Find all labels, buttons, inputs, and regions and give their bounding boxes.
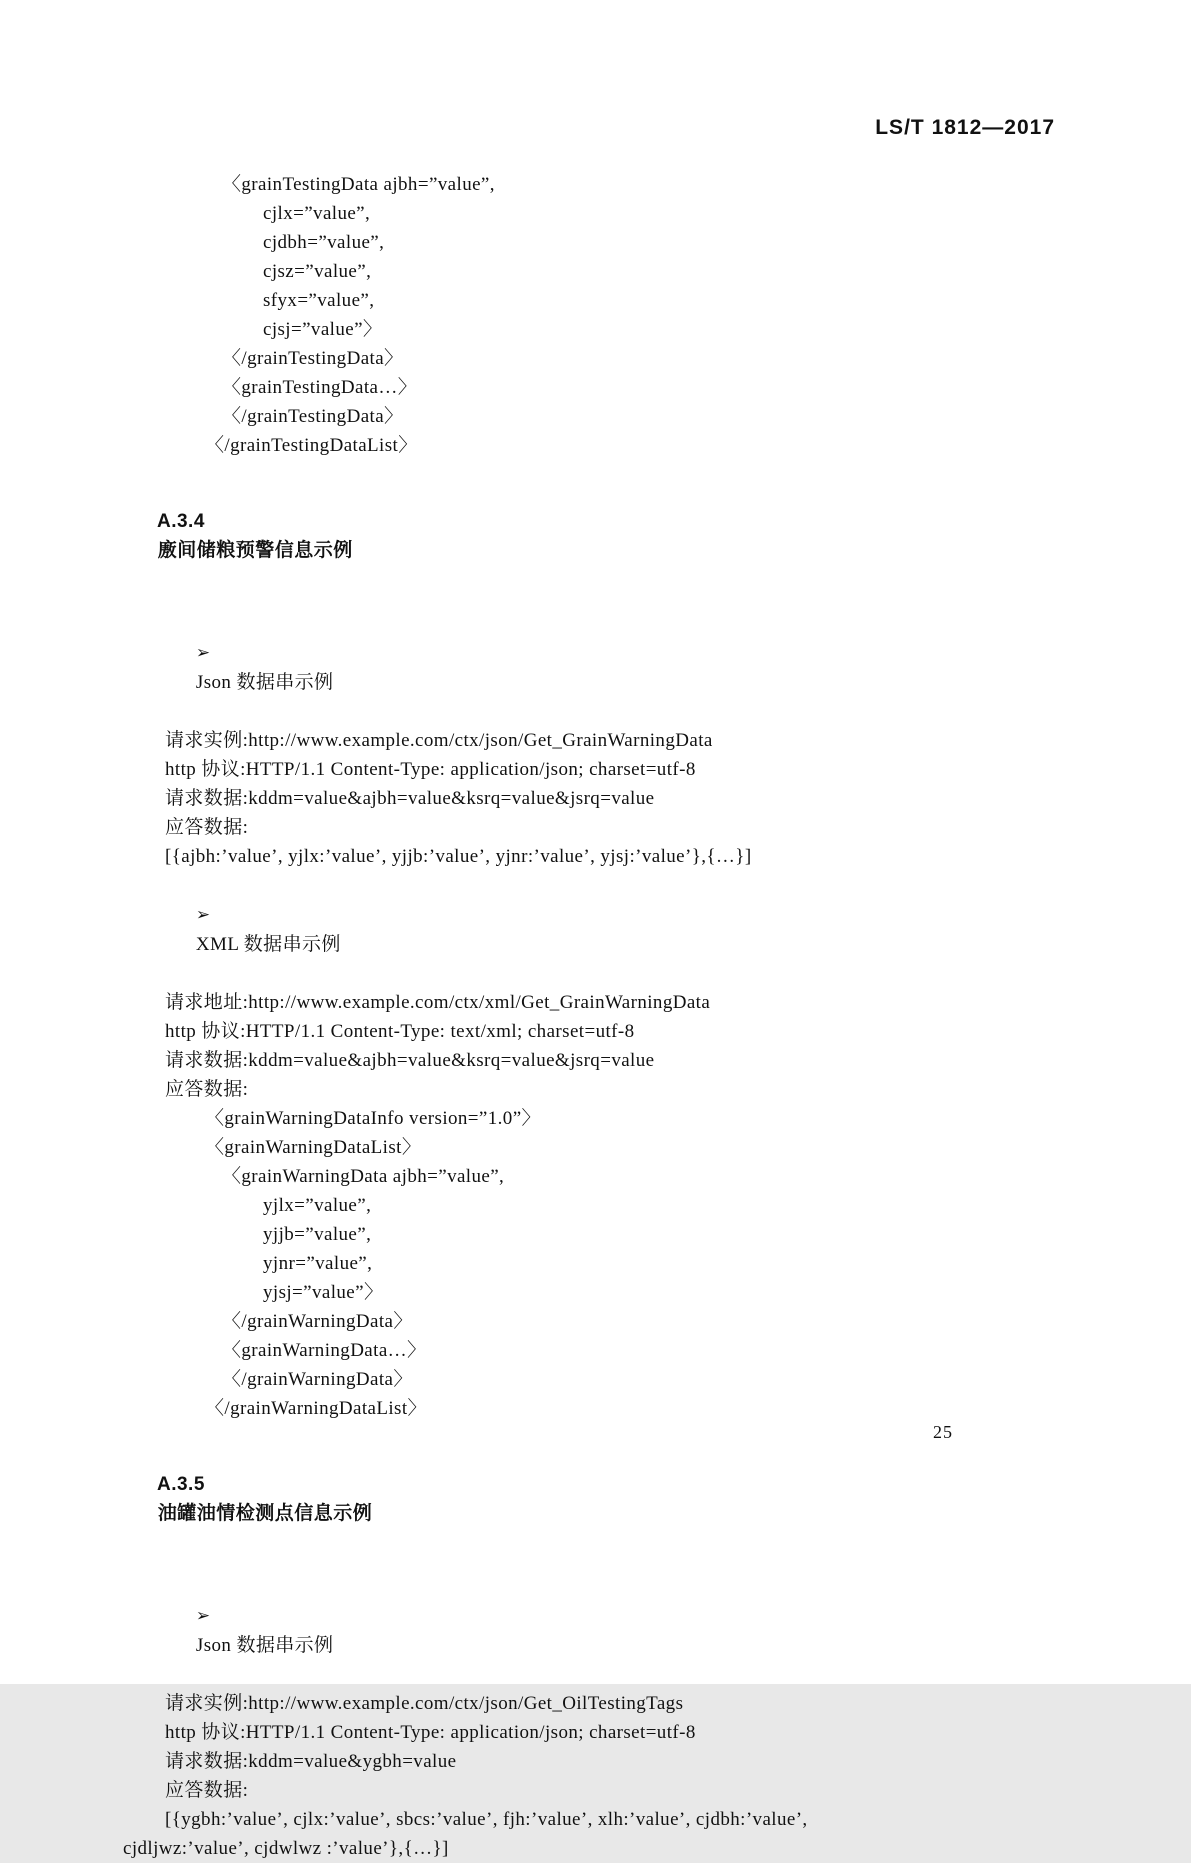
code-line: yjsj=”value”〉 [263,1282,384,1303]
text-line: 请求数据:kddm=value&ajbh=value&ksrq=value&jsrq=value [165,1050,655,1071]
code-line: 〈grainWarningDataInfo version=”1.0”〉 [205,1108,541,1129]
text-line: [{ajbh:’value’, yjlx:’value’, yjjb:’value’, yjnr:’value’, yjsj:’value’},{…}] [165,846,752,867]
arrow-bullet-icon: ➢ [195,643,211,663]
code-line: 〈grainWarningData ajbh=”value”, [222,1166,505,1187]
code-line: 〈/grainWarningDataList〉 [205,1398,427,1419]
text-line: 请求数据:kddm=value&ygbh=value [165,1751,457,1772]
text-line: 应答数据: [165,1079,249,1100]
code-line: cjsz=”value”, [263,261,372,282]
text-line: 请求数据:kddm=value&ajbh=value&ksrq=value&jsrq=value [165,788,655,809]
text-line: http 协议:HTTP/1.1 Content-Type: application/json; charset=utf-8 [165,1722,696,1743]
code-line: 〈/grainTestingData〉 [222,406,404,427]
bullet-item [165,609,1191,726]
code-line: 〈/grainWarningData〉 [222,1311,413,1332]
code-line: 〈grainWarningDataList〉 [205,1137,422,1158]
section-title: 油罐油情检测点信息示例 [157,1503,373,1524]
arrow-bullet-icon: ➢ [195,1606,211,1626]
code-line: 〈/grainTestingData〉 [222,348,404,369]
bullet-label: Json 数据串示例 [195,1635,334,1656]
section-title: 廒间储粮预警信息示例 [157,540,353,561]
bullet-label: Json 数据串示例 [195,672,334,693]
text-line: [{ygbh:’value’, cjlx:’value’, sbcs:’value’, fjh:’value’, xlh:’value’, cjdbh:’value’, [165,1809,808,1830]
text-line: 应答数据: [165,1780,249,1801]
text-line: http 协议:HTTP/1.1 Content-Type: text/xml; charset=utf-8 [165,1021,635,1042]
bullet-item [165,1572,1191,1689]
code-line: yjnr=”value”, [263,1253,373,1274]
text-line: http 协议:HTTP/1.1 Content-Type: application/json; charset=utf-8 [165,759,696,780]
text-line: cjdljwz:’value’, cjdwlwz :’value’},{…}] [123,1838,449,1859]
code-line: 〈/grainTestingDataList〉 [205,435,418,456]
standard-number-header: LS/T 1812—2017 [875,116,1055,139]
section-number: A.3.4 [156,511,205,532]
bullet-item [165,871,1191,988]
bullet-label: XML 数据串示例 [195,934,341,955]
code-line: yjlx=”value”, [263,1195,372,1216]
code-line: cjdbh=”value”, [263,232,385,253]
code-line: cjlx=”value”, [263,203,371,224]
section-number: A.3.5 [156,1474,205,1495]
text-line: 应答数据: [165,817,249,838]
code-line: yjjb=”value”, [263,1224,372,1245]
code-line: 〈grainWarningData…〉 [222,1340,427,1361]
arrow-bullet-icon: ➢ [195,905,211,925]
code-line: 〈grainTestingData ajbh=”value”, [222,174,495,195]
code-line: cjsj=”value”〉 [263,319,383,340]
text-line: 请求实例:http://www.example.com/ctx/json/Get_GrainWarningData [165,730,713,751]
document-body [0,170,1191,1863]
code-line: 〈grainTestingData…〉 [222,377,418,398]
text-line: 请求实例:http://www.example.com/ctx/json/Get_OilTestingTags [165,1693,684,1714]
text-line: 请求地址:http://www.example.com/ctx/xml/Get_GrainWarningData [165,992,711,1013]
code-line: 〈/grainWarningData〉 [222,1369,413,1390]
section-heading-a35 [123,1441,1191,1557]
page-number: 25 [933,1422,953,1442]
code-line: sfyx=”value”, [263,290,375,311]
section-heading-a34 [123,478,1191,594]
